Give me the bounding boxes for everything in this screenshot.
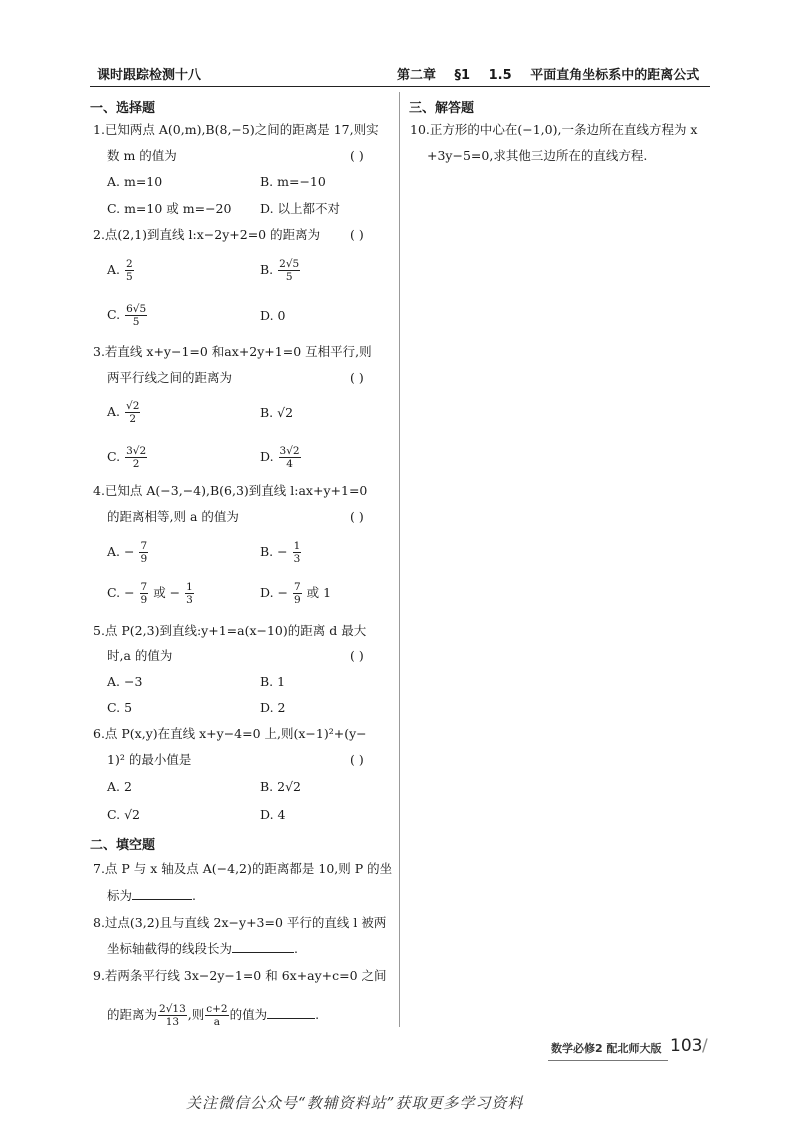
q5-option-d: D. 2 [260, 700, 286, 715]
header-section: §1 [454, 68, 471, 83]
q1-option-b: B. m=−10 [260, 174, 326, 189]
q6-option-a: A. 2 [107, 779, 132, 794]
q4-option-a: A. − $\frac{7}{9}$ [107, 540, 148, 565]
header-chapter: 第二章 [397, 68, 437, 83]
q5-option-a: A. −3 [107, 674, 143, 689]
q5-line2: 时,a 的值为 [107, 648, 173, 663]
header-chapter-info [397, 64, 699, 83]
q10-line2: +3y−5=0,求其他三边所在的直线方程. [427, 148, 648, 163]
header-topic: 平面直角坐标系中的距离公式 [530, 68, 700, 83]
q7-answer-blank [132, 887, 192, 900]
q2-option-d: D. 0 [260, 308, 286, 323]
q3-option-d-fraction: $\frac{3√2}{4}$ [279, 445, 300, 470]
q1-option-d: D. 以上都不对 [260, 201, 341, 216]
q3-option-a: A. $\frac{√2}{2}$ [107, 400, 140, 425]
q2-option-b: B. $\frac{2√5}{5}$ [260, 258, 300, 283]
q9-line1: 9.若两条平行线 3x−2y−1=0 和 6x+ay+c=0 之间 [93, 968, 387, 983]
footer-book-label: 数学必修2 配北师大版 [551, 1042, 662, 1055]
q6-line2: 1)² 的最小值是 [107, 752, 192, 767]
q3-line2: 两平行线之间的距离为 [107, 370, 233, 385]
watermark-notice: 关注微信公众号“教辅资料站”获取更多学习资料 [186, 1094, 524, 1112]
q7-line1: 7.点 P 与 x 轴及点 A(−4,2)的距离都是 10,则 P 的坐 [93, 861, 393, 876]
q9-expression-fraction: $\frac{c+2}{a}$ [206, 1003, 228, 1028]
q3-option-b: B. √2 [260, 405, 294, 420]
section-answer-heading: 三、解答题 [409, 101, 475, 116]
column-divider [399, 92, 400, 1027]
footer-slash: / [702, 1036, 708, 1056]
q3-option-c: C. $\frac{3√2}{2}$ [107, 445, 147, 470]
header-title: 课时跟踪检测十八 [97, 68, 202, 83]
q4-line1: 4.已知点 A(−3,−4),B(6,3)到直线 l:ax+y+1=0 [93, 483, 368, 498]
q4-option-d: D. − $\frac{7}{9}$ 或 1 [260, 581, 332, 606]
section-choice-heading: 一、选择题 [90, 101, 156, 116]
q3-line1: 3.若直线 x+y−1=0 和ax+2y+1=0 互相平行,则 [93, 344, 372, 359]
q1-option-c: C. m=10 或 m=−20 [107, 201, 232, 216]
q6-option-c: C. √2 [107, 807, 140, 822]
q5-option-b: B. 1 [260, 674, 286, 689]
q6-line1: 6.点 P(x,y)在直线 x+y−4=0 上,则(x−1)²+(y− [93, 726, 367, 741]
q1-line1: 1.已知两点 A(0,m),B(8,−5)之间的距离是 17,则实 [93, 122, 379, 137]
q3-option-a-fraction: $\frac{√2}{2}$ [126, 400, 140, 425]
footer-page-number: 103 [670, 1036, 703, 1056]
q9-answer-blank [267, 1006, 315, 1019]
q10-line1: 10.正方形的中心在(−1,0),一条边所在直线方程为 x [410, 122, 698, 137]
q5-answer-paren: ( ) [350, 648, 364, 663]
header-rule [90, 86, 710, 87]
q1-answer-paren: ( ) [350, 148, 364, 163]
q1-option-a: A. m=10 [107, 174, 163, 189]
q4-option-c-fraction2: $\frac{1}{3}$ [186, 581, 193, 606]
q6-option-d: D. 4 [260, 807, 286, 822]
q4-option-c-fraction1: $\frac{7}{9}$ [140, 581, 148, 606]
q5-option-c: C. 5 [107, 700, 133, 715]
q4-option-b-fraction: $\frac{1}{3}$ [293, 540, 301, 565]
q4-option-b: B. − $\frac{1}{3}$ [260, 540, 301, 565]
q2-option-a: A. $\frac{2}{5}$ [107, 258, 133, 283]
q6-option-b: B. 2√2 [260, 779, 302, 794]
q4-option-d-fraction: $\frac{7}{9}$ [293, 581, 301, 606]
q4-answer-paren: ( ) [350, 509, 364, 524]
q3-option-c-fraction: $\frac{3√2}{2}$ [126, 445, 147, 470]
q5-line1: 5.点 P(2,3)到直线:y+1=a(x−10)的距离 d 最大 [93, 623, 367, 638]
q2-option-a-fraction: $\frac{2}{5}$ [126, 258, 133, 283]
q3-option-d: D. $\frac{3√2}{4}$ [260, 445, 300, 470]
q2-option-c-fraction: $\frac{6√5}{5}$ [126, 303, 147, 328]
q8-line1: 8.过点(3,2)且与直线 2x−y+3=0 平行的直线 l 被两 [93, 915, 387, 930]
q2-line1: 2.点(2,1)到直线 l:x−2y+2=0 的距离为 [93, 227, 321, 242]
q9-distance-fraction: $\frac{2√13}{13}$ [159, 1003, 186, 1028]
q8-line2: 坐标轴截得的线段长为 . [107, 941, 298, 956]
q9-line2: 的距离为 $\frac{2√13}{13}$ ,则 $\frac{c+2}{a}$ 的值为 . [107, 1003, 320, 1028]
q7-line2: 标为 . [107, 888, 196, 903]
q2-option-c: C. $\frac{6√5}{5}$ [107, 303, 147, 328]
q8-answer-blank [232, 940, 294, 953]
q6-answer-paren: ( ) [350, 752, 364, 767]
q1-line2: 数 m 的值为 [107, 148, 177, 163]
q4-option-c: C. − $\frac{7}{9}$ 或 − $\frac{1}{3}$ [107, 581, 193, 606]
q2-option-b-fraction: $\frac{2√5}{5}$ [279, 258, 300, 283]
footer-rule [548, 1060, 668, 1061]
q4-line2: 的距离相等,则 a 的值为 [107, 509, 239, 524]
q4-option-a-fraction: $\frac{7}{9}$ [140, 540, 148, 565]
q2-answer-paren: ( ) [350, 227, 364, 242]
section-fill-heading: 二、填空题 [90, 838, 156, 853]
q3-answer-paren: ( ) [350, 370, 364, 385]
header-subsection: 1.5 [488, 68, 512, 83]
